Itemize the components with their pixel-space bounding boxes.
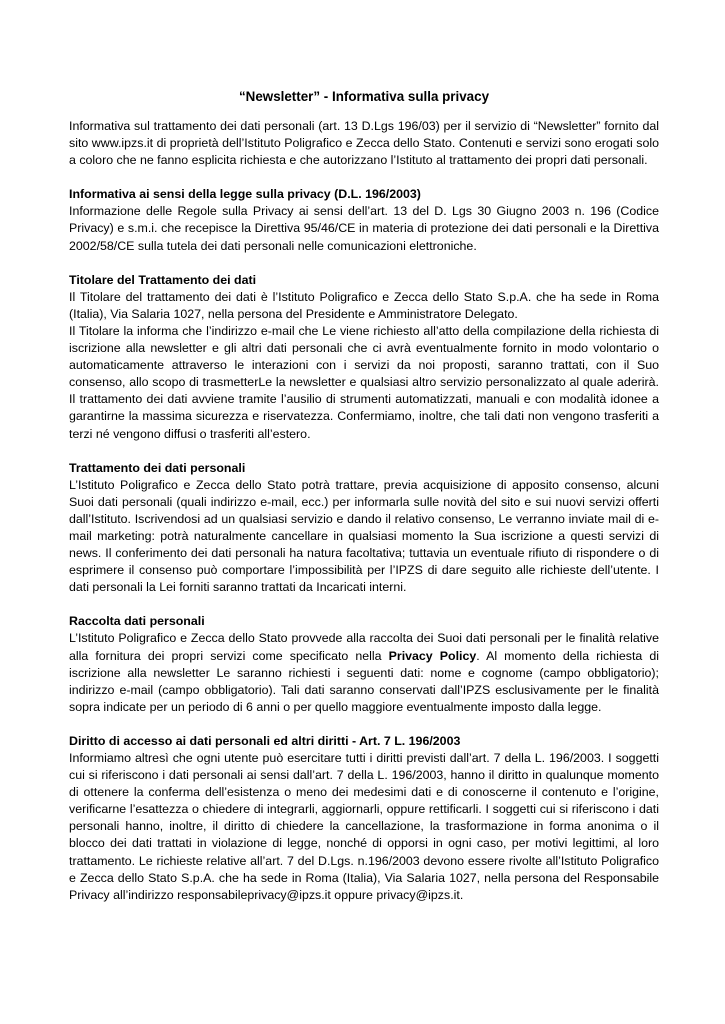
text-after-bold: . Al momento della richiesta di iscrizione alla newsletter Le saranno richiesti i seguenti dati: nome e cognome (campo obbligatorio); indirizzo e-mail (campo obbligatorio). Tali dati saranno conservati dall’IPZS esclusivamente per le finalità sopra indicate per un periodo di 6 anni o per quello maggiore eventualmente imposto dalla legge. (69, 648, 659, 714)
section-heading: Trattamento dei dati personali (69, 460, 246, 475)
section-heading: Informativa ai sensi della legge sulla privacy (D.L. 196/2003) (69, 187, 421, 202)
section-paragraph: Il Titolare la informa che l’indirizzo e-mail che Le viene richiesto all’atto della compilazione della richiesta di iscrizione alla newsletter e gli altri dati personali che ci avrà eventualmente fornito in modo volontario o automaticamente attraverso le interazioni con i servizi da noi proposti, saranno trattati, con il Suo consenso, allo scopo di trasmetterLe la newsletter e qualsiasi altro servizio personalizzato al quale aderirà. Il trattamento dei dati avviene tramite l’ausilio di strumenti automatizzati, manuali e con modalità idonee a garantirne la massima sicurezza e riservatezza. Confermiamo, inoltre, che tali dati non vengono trasferiti a terzi né vengono diffusi o trasferiti all’estero. (69, 323, 659, 441)
section-paragraph (69, 630, 659, 715)
section-heading: Titolare del Trattamento dei dati (69, 272, 257, 287)
section-paragraph: Informazione delle Regole sulla Privacy ai sensi dell’art. 13 del D. Lgs 30 Giugno 2003 n. 196 (Codice Privacy) e s.m.i. che recepisce la Direttiva 95/46/CE in materia di protezione dei dati personali e la Direttiva 2002/58/CE sulla tutela dei dati personali nelle comunicazioni elettroniche. (69, 204, 659, 253)
section-trattamento (69, 460, 659, 597)
section-paragraph: Il Titolare del trattamento dei dati è l’Istituto Poligrafico e Zecca dello Stato S.p.A. che ha sede in Roma (Italia), Via Salaria 1027, nella persona del Presidente e Amministratore Delegato. (69, 289, 659, 321)
section-diritto-accesso (69, 733, 659, 904)
section-titolare (69, 272, 659, 443)
text-before-bold: L’Istituto Poligrafico e Zecca dello Stato provvede alla raccolta dei Suoi dati personali per le finalità relative alla fornitura dei propri servizi come specificato nella (69, 631, 659, 663)
section-heading: Diritto di accesso ai dati personali ed altri diritti - Art. 7 L. 196/2003 (69, 733, 461, 748)
privacy-policy-term: Privacy Policy (388, 648, 477, 663)
section-paragraph: L’Istituto Poligrafico e Zecca dello Stato potrà trattare, previa acquisizione di apposito consenso, alcuni Suoi dati personali (quali indirizzo e-mail, ecc.) per informarla sulle novità del sito e sui nuovi servizi offerti dall’Istituto. Iscrivendosi ad un qualsiasi servizio e dando il relativo consenso, Le verranno inviate mail di e-mail marketing: potrà naturalmente cancellare in qualsiasi momento la Sua iscrizione a questi servizi di news. Il conferimento dei dati personali ha natura facoltativa; tuttavia un eventuale rifiuto di rispondere o di esprimere il consenso può comportare l’impossibilità per l’IPZS di dare seguito alle richieste dell’utente. I dati personali la Lei forniti saranno trattati da Incaricati interni. (69, 477, 659, 595)
page-title: “Newsletter” - Informativa sulla privacy (238, 89, 490, 104)
section-raccolta (69, 613, 659, 716)
section-heading: Raccolta dati personali (69, 614, 205, 629)
section-informativa (69, 186, 659, 254)
section-paragraph: Informiamo altresì che ogni utente può esercitare tutti i diritti previsti dall’art. 7 della L. 196/2003. I soggetti cui si riferiscono i dati personali ai sensi dall’art. 7 della L. 196/2003, hanno il diritto in qualunque momento di ottenere la conferma dell’esistenza o meno dei medesimi dati e di conoscerne il contenuto e l’origine, verificarne l’esattezza o chiedere di integrarli, aggiornarli, oppure rettificarli. I soggetti cui si riferiscono i dati personali hanno, inoltre, il diritto di chiedere la cancellazione, la trasformazione in forma anonima o il blocco dei dati trattati in violazione di legge, nonché di opporsi in ogni caso, per motivi legittimi, al loro trattamento. Le richieste relative all’art. 7 del D.Lgs. n.196/2003 devono essere rivolte all’Istituto Poligrafico e Zecca dello Stato S.p.A. che ha sede in Roma (Italia), Via Salaria 1027, nella persona del Responsabile Privacy all’indirizzo responsabileprivacy@ipzs.it oppure privacy@ipzs.it. (69, 751, 659, 902)
intro-paragraph: Informativa sul trattamento dei dati personali (art. 13 D.Lgs 196/03) per il servizio di “Newsletter” fornito dal sito www.ipzs.it di proprietà dell’Istituto Poligrafico e Zecca dello Stato. Contenuti e servizi sono erogati solo a coloro che ne fanno esplicita richiesta e che autorizzano l’Istituto al trattamento dei propri dati personali. (69, 119, 659, 168)
